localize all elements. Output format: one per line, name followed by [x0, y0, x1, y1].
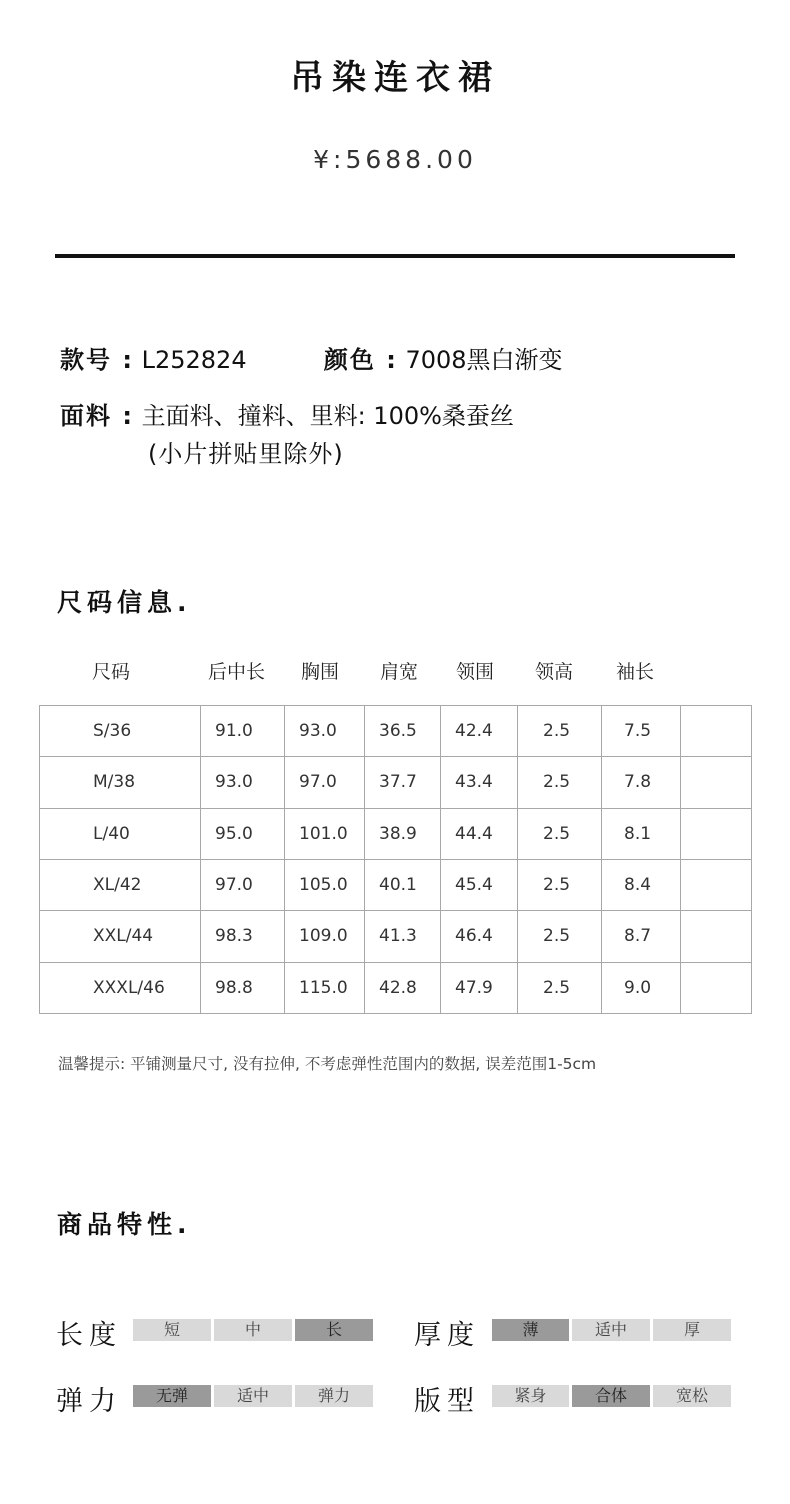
- table-cell: [681, 962, 752, 1013]
- style-number-label: 款号 :: [60, 346, 134, 374]
- size-cell: XL/42: [40, 859, 201, 910]
- divider: [55, 254, 735, 258]
- table-cell: 47.9: [441, 962, 518, 1013]
- table-cell: 45.4: [441, 859, 518, 910]
- table-cell: 91.0: [201, 706, 285, 757]
- elasticity-option-moderate: 适中: [214, 1385, 292, 1407]
- length-option-medium: 中: [214, 1319, 292, 1341]
- size-cell: L/40: [40, 808, 201, 859]
- table-cell: 7.5: [602, 706, 681, 757]
- table-row: [40, 859, 752, 910]
- fit-option-regular: 合体: [572, 1385, 650, 1407]
- product-title: 吊染连衣裙: [290, 58, 500, 98]
- fit-option-loose: 宽松: [653, 1385, 731, 1407]
- table-cell: [681, 757, 752, 808]
- table-cell: 43.4: [441, 757, 518, 808]
- features-section-title: 商品特性.: [57, 1210, 192, 1239]
- fabric-note: (小片拼贴里除外): [148, 440, 344, 468]
- size-cell: S/36: [40, 706, 201, 757]
- length-label: 长度: [56, 1320, 122, 1351]
- table-cell: 42.4: [441, 706, 518, 757]
- table-cell: [681, 859, 752, 910]
- style-number-value: L252824: [141, 346, 247, 374]
- style-color-row: [60, 340, 563, 375]
- table-cell: 46.4: [441, 911, 518, 962]
- table-cell: 2.5: [518, 911, 602, 962]
- table-cell: 2.5: [518, 859, 602, 910]
- table-cell: 9.0: [602, 962, 681, 1013]
- size-header-shoulder: 肩宽: [380, 661, 419, 683]
- table-cell: 105.0: [285, 859, 365, 910]
- table-cell: 115.0: [285, 962, 365, 1013]
- table-cell: 97.0: [201, 859, 285, 910]
- size-section-title: 尺码信息.: [57, 588, 192, 617]
- table-cell: 2.5: [518, 808, 602, 859]
- table-cell: 8.4: [602, 859, 681, 910]
- color-value: 7008黑白渐变: [405, 346, 563, 374]
- table-cell: 42.8: [365, 962, 441, 1013]
- table-cell: 95.0: [201, 808, 285, 859]
- table-cell: 2.5: [518, 706, 602, 757]
- color-label: 颜色 :: [323, 346, 398, 374]
- table-cell: 109.0: [285, 911, 365, 962]
- fabric-row: [60, 396, 514, 431]
- elasticity-option-stretch: 弹力: [295, 1385, 373, 1407]
- table-cell: 8.7: [602, 911, 681, 962]
- table-cell: 8.1: [602, 808, 681, 859]
- size-header-sleeve: 袖长: [616, 661, 655, 683]
- fabric-value: 主面料、撞料、里料: 100%桑蚕丝: [141, 402, 514, 430]
- table-cell: 2.5: [518, 757, 602, 808]
- table-cell: 7.8: [602, 757, 681, 808]
- table-cell: 98.8: [201, 962, 285, 1013]
- table-row: [40, 911, 752, 962]
- length-option-short: 短: [133, 1319, 211, 1341]
- table-cell: 97.0: [285, 757, 365, 808]
- size-header-collar-height: 领高: [535, 661, 574, 683]
- table-cell: 101.0: [285, 808, 365, 859]
- table-row: [40, 757, 752, 808]
- thickness-label: 厚度: [414, 1320, 480, 1351]
- size-cell: XXXL/46: [40, 962, 201, 1013]
- table-cell: [681, 808, 752, 859]
- table-cell: 38.9: [365, 808, 441, 859]
- size-cell: M/38: [40, 757, 201, 808]
- size-table: [39, 705, 752, 1014]
- thickness-option-thick: 厚: [653, 1319, 731, 1341]
- length-option-long: 长: [295, 1319, 373, 1341]
- table-cell: 2.5: [518, 962, 602, 1013]
- table-cell: 40.1: [365, 859, 441, 910]
- product-price: ¥:5688.00: [313, 145, 477, 174]
- fit-label: 版型: [414, 1386, 480, 1417]
- fabric-label: 面料 :: [60, 402, 134, 430]
- elasticity-label: 弹力: [56, 1386, 122, 1417]
- thickness-option-thin: 薄: [492, 1319, 569, 1341]
- table-row: [40, 808, 752, 859]
- table-cell: 98.3: [201, 911, 285, 962]
- table-cell: 93.0: [285, 706, 365, 757]
- table-cell: 44.4: [441, 808, 518, 859]
- size-cell: XXL/44: [40, 911, 201, 962]
- size-header-bust: 胸围: [301, 661, 340, 683]
- table-cell: [681, 706, 752, 757]
- table-cell: [681, 911, 752, 962]
- table-cell: 36.5: [365, 706, 441, 757]
- table-row: [40, 706, 752, 757]
- table-cell: 37.7: [365, 757, 441, 808]
- size-header-neck: 领围: [456, 661, 495, 683]
- size-header-back-length: 后中长: [208, 661, 266, 683]
- elasticity-option-none: 无弹: [133, 1385, 211, 1407]
- table-row: [40, 962, 752, 1013]
- table-cell: 93.0: [201, 757, 285, 808]
- table-cell: 41.3: [365, 911, 441, 962]
- fit-option-tight: 紧身: [492, 1385, 569, 1407]
- thickness-option-moderate: 适中: [572, 1319, 650, 1341]
- measurement-tip: 温馨提示: 平铺测量尺寸, 没有拉伸, 不考虑弹性范围内的数据, 误差范围1-5cm: [58, 1055, 597, 1073]
- size-header-size: 尺码: [92, 661, 131, 683]
